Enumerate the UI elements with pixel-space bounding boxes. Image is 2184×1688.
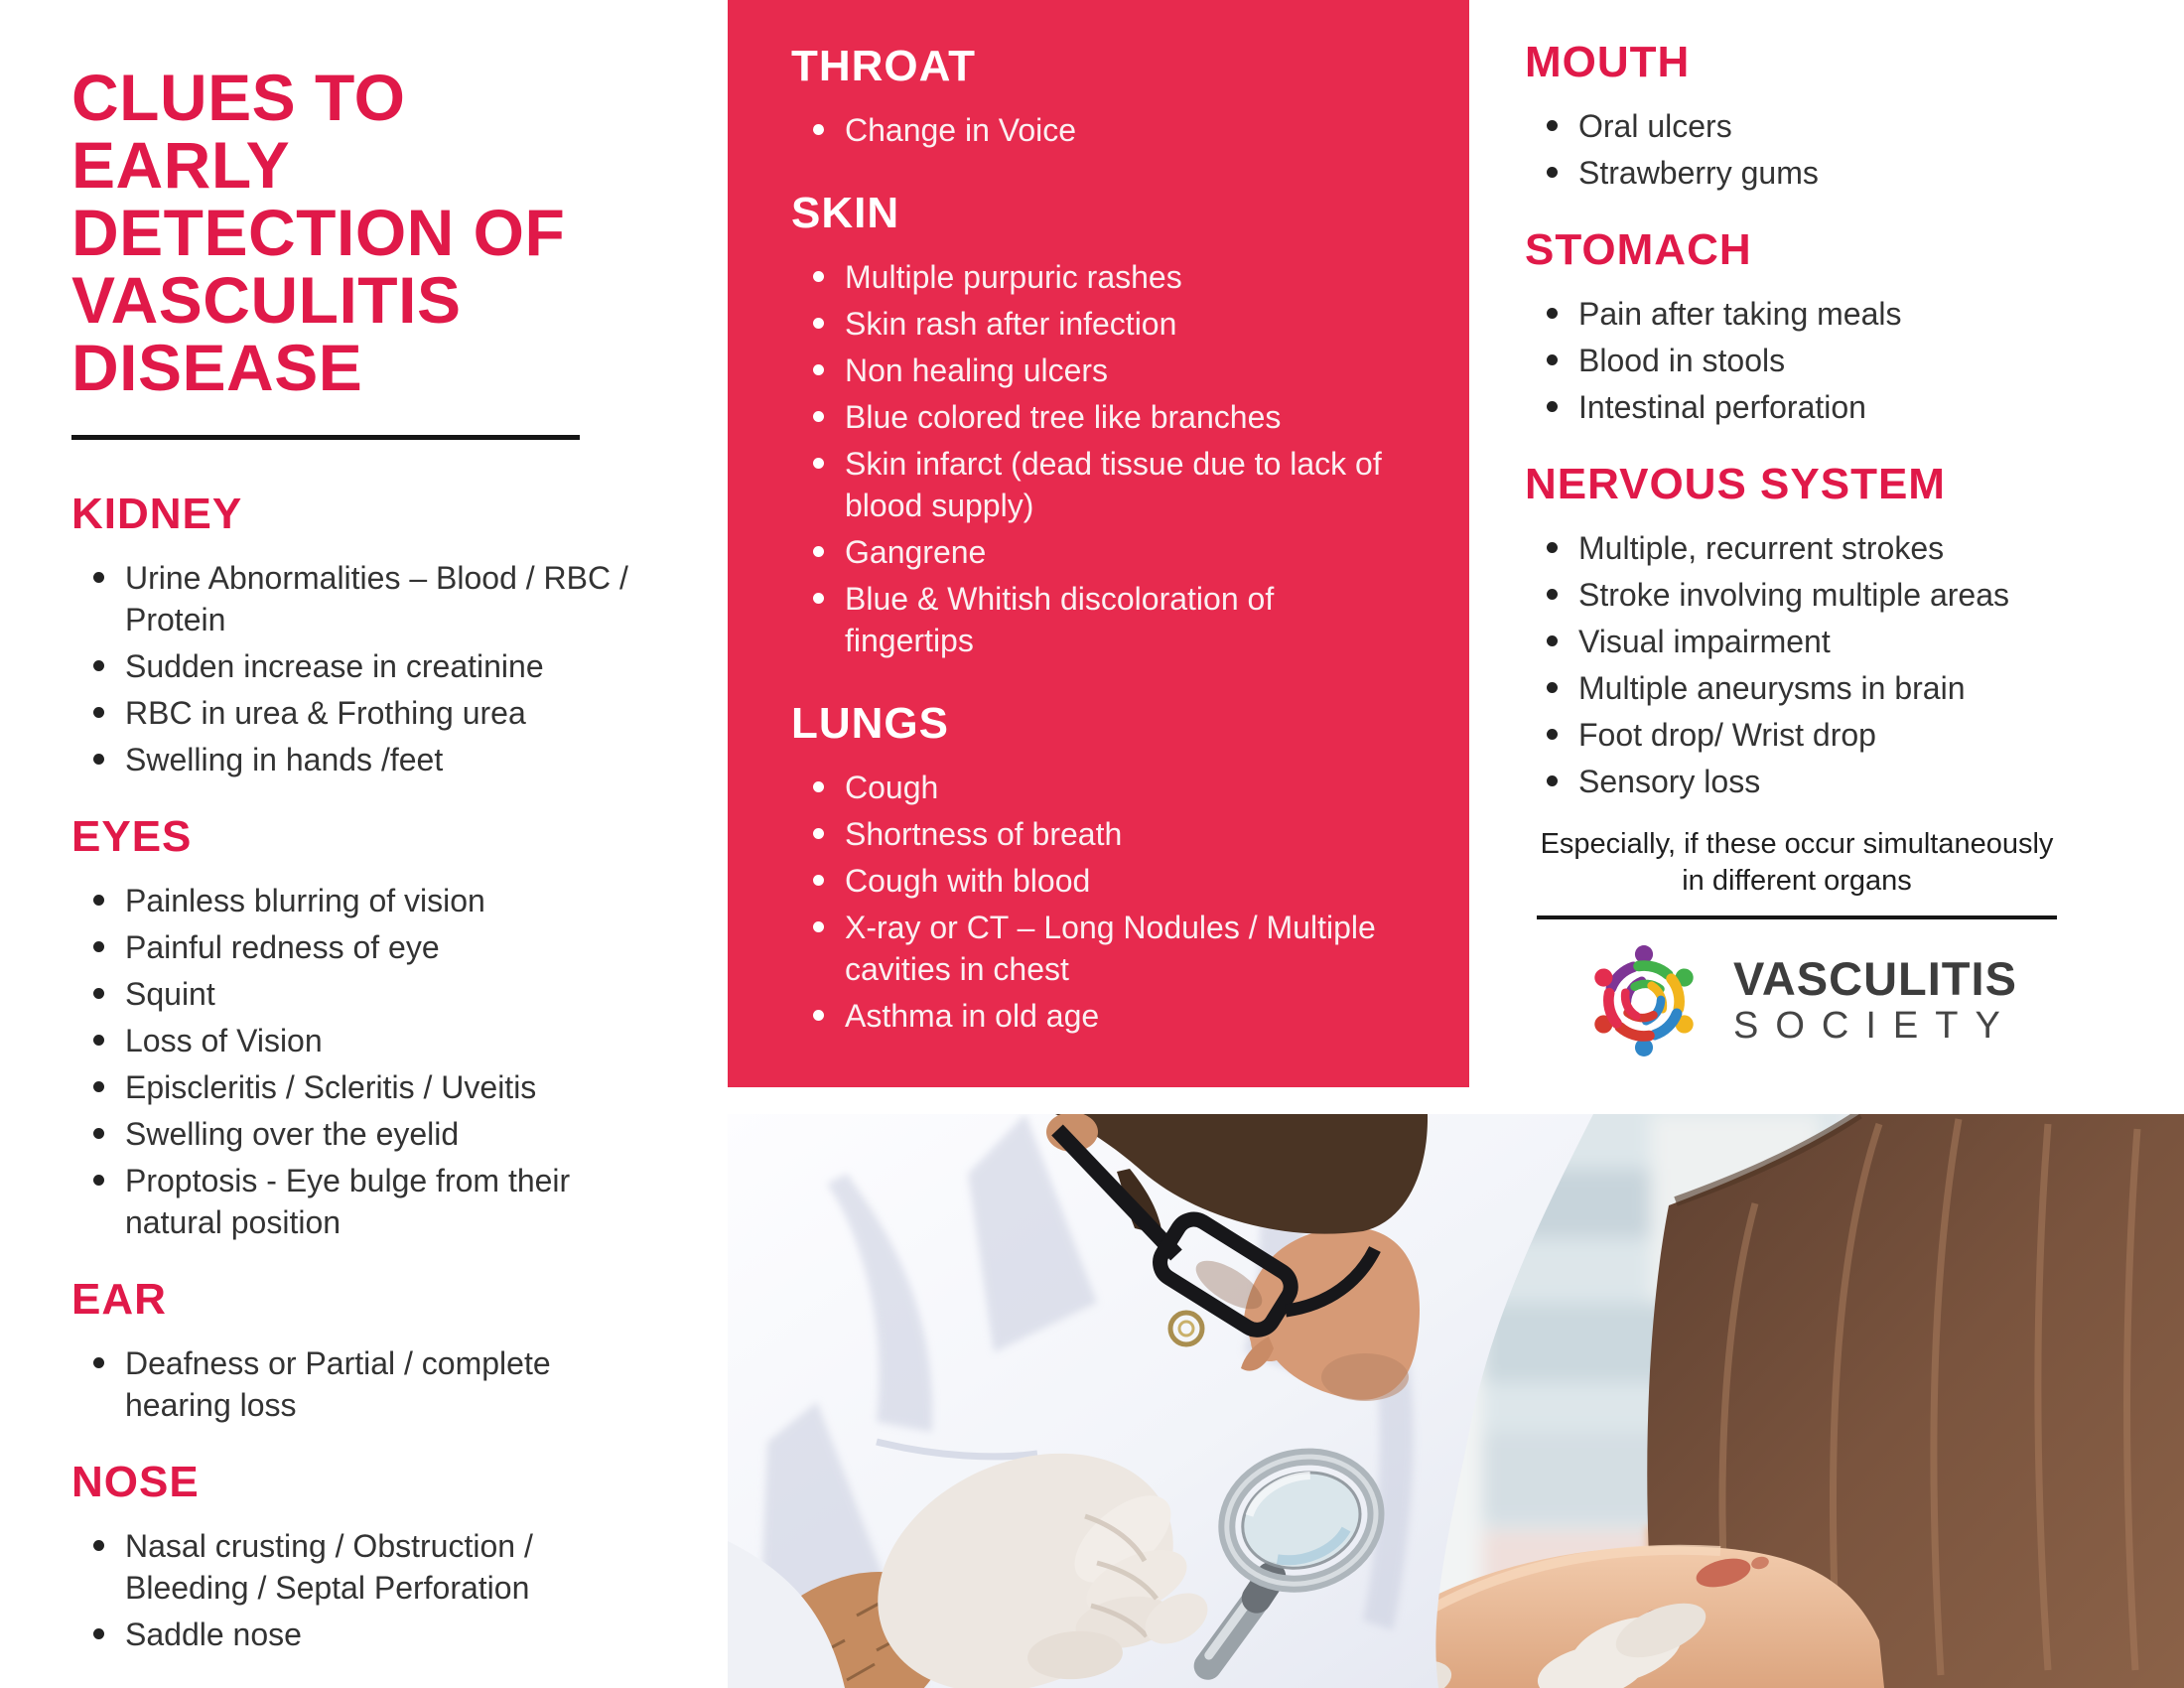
list-item: Sudden increase in creatinine: [71, 645, 641, 687]
list-item: Multiple aneurysms in brain: [1525, 667, 2053, 709]
section-ear: [71, 1277, 707, 1426]
section-list: [71, 557, 707, 780]
list-item: Blue & Whitish discoloration of fingertips: [791, 578, 1401, 661]
list-item: X-ray or CT – Long Nodules / Multiple cavities in chest: [791, 907, 1401, 990]
list-item: Intestinal perforation: [1525, 386, 2053, 428]
list-item: Change in Voice: [791, 109, 1401, 151]
title-line: CLUES TO: [71, 61, 406, 134]
list-item: Nasal crusting / Obstruction / Bleeding / Septal Perforation: [71, 1525, 641, 1609]
section-list: [791, 767, 1422, 1037]
list-item: Episcleritis / Scleritis / Uveitis: [71, 1066, 641, 1108]
section-list: [791, 256, 1422, 661]
list-item: Skin rash after infection: [791, 303, 1401, 345]
red-panel: [728, 0, 1469, 1087]
list-item: Saddle nose: [71, 1614, 641, 1655]
section-list: [1525, 105, 2085, 194]
section-mouth: [1525, 40, 2085, 194]
list-item: Foot drop/ Wrist drop: [1525, 714, 2053, 756]
title-line: DETECTION OF: [71, 196, 566, 269]
vasculitis-society-logo: [1580, 937, 2085, 1064]
list-item: Skin infarct (dead tissue due to lack of blood supply): [791, 443, 1401, 526]
section-heading: MOUTH: [1525, 38, 1691, 86]
section-kidney: [71, 492, 707, 780]
title-line: VASCULITIS: [71, 263, 462, 337]
section-heading: KIDNEY: [71, 490, 243, 538]
section-list: [1525, 527, 2085, 802]
title-underline: [71, 435, 580, 440]
list-item: Painless blurring of vision: [71, 880, 641, 921]
section-list: [71, 1525, 707, 1655]
section-nose: [71, 1460, 707, 1655]
list-item: Deafness or Partial / complete hearing loss: [71, 1342, 641, 1426]
section-list: [71, 1342, 707, 1426]
list-item: Gangrene: [791, 531, 1401, 573]
section-stomach: [1525, 227, 2085, 428]
section-heading: NERVOUS SYSTEM: [1525, 460, 1946, 508]
list-item: Multiple purpuric rashes: [791, 256, 1401, 298]
list-item: Visual impairment: [1525, 621, 2053, 662]
list-item: Shortness of breath: [791, 813, 1401, 855]
section-list: [71, 880, 707, 1243]
right-column: [1525, 40, 2085, 1064]
list-item: Sensory loss: [1525, 761, 2053, 802]
section-nervous-system: [1525, 462, 2085, 802]
list-item: Oral ulcers: [1525, 105, 2053, 147]
section-heading: THROAT: [791, 42, 977, 90]
title-line: EARLY: [71, 128, 291, 202]
list-item: Proptosis - Eye bulge from their natural position: [71, 1160, 641, 1243]
doctor-examining-patient-arm-photo: [728, 1114, 2184, 1688]
list-item: Cough: [791, 767, 1401, 808]
title-line: DISEASE: [71, 331, 363, 404]
section-skin: [791, 191, 1422, 661]
list-item: Swelling in hands /feet: [71, 739, 641, 780]
section-heading: EYES: [71, 812, 193, 861]
section-throat: [791, 44, 1422, 151]
list-item: Multiple, recurrent strokes: [1525, 527, 2053, 569]
section-list: [791, 109, 1422, 151]
list-item: Blue colored tree like branches: [791, 396, 1401, 438]
list-item: Asthma in old age: [791, 995, 1401, 1037]
list-item: Painful redness of eye: [71, 926, 641, 968]
list-item: Non healing ulcers: [791, 350, 1401, 391]
list-item: Blood in stools: [1525, 340, 2053, 381]
logo-wordmark: [1733, 954, 2017, 1048]
list-item: Swelling over the eyelid: [71, 1113, 641, 1155]
left-column: [71, 61, 707, 1660]
list-item: Loss of Vision: [71, 1020, 641, 1061]
note-divider: [1537, 915, 2057, 919]
section-heading: STOMACH: [1525, 225, 1752, 274]
section-heading: EAR: [71, 1275, 167, 1324]
logo-name-bottom: SOCIETY: [1733, 1005, 2017, 1047]
section-eyes: [71, 814, 707, 1243]
list-item: Pain after taking meals: [1525, 293, 2053, 335]
section-heading: SKIN: [791, 189, 900, 237]
logo-people-pinwheel-icon: [1580, 937, 1707, 1064]
logo-name-top: VASCULITIS: [1733, 952, 2017, 1005]
section-heading: LUNGS: [791, 699, 949, 748]
list-item: RBC in urea & Frothing urea: [71, 692, 641, 734]
list-item: Strawberry gums: [1525, 152, 2053, 194]
section-heading: NOSE: [71, 1458, 200, 1506]
list-item: Urine Abnormalities – Blood / RBC / Protein: [71, 557, 641, 640]
note-text: Especially, if these occur simultaneously in different organs: [1540, 828, 2054, 897]
page-title: [71, 61, 707, 404]
list-item: Squint: [71, 973, 641, 1015]
section-lungs: [791, 701, 1422, 1037]
list-item: Cough with blood: [791, 860, 1401, 902]
list-item: Stroke involving multiple areas: [1525, 574, 2053, 616]
section-list: [1525, 293, 2085, 428]
